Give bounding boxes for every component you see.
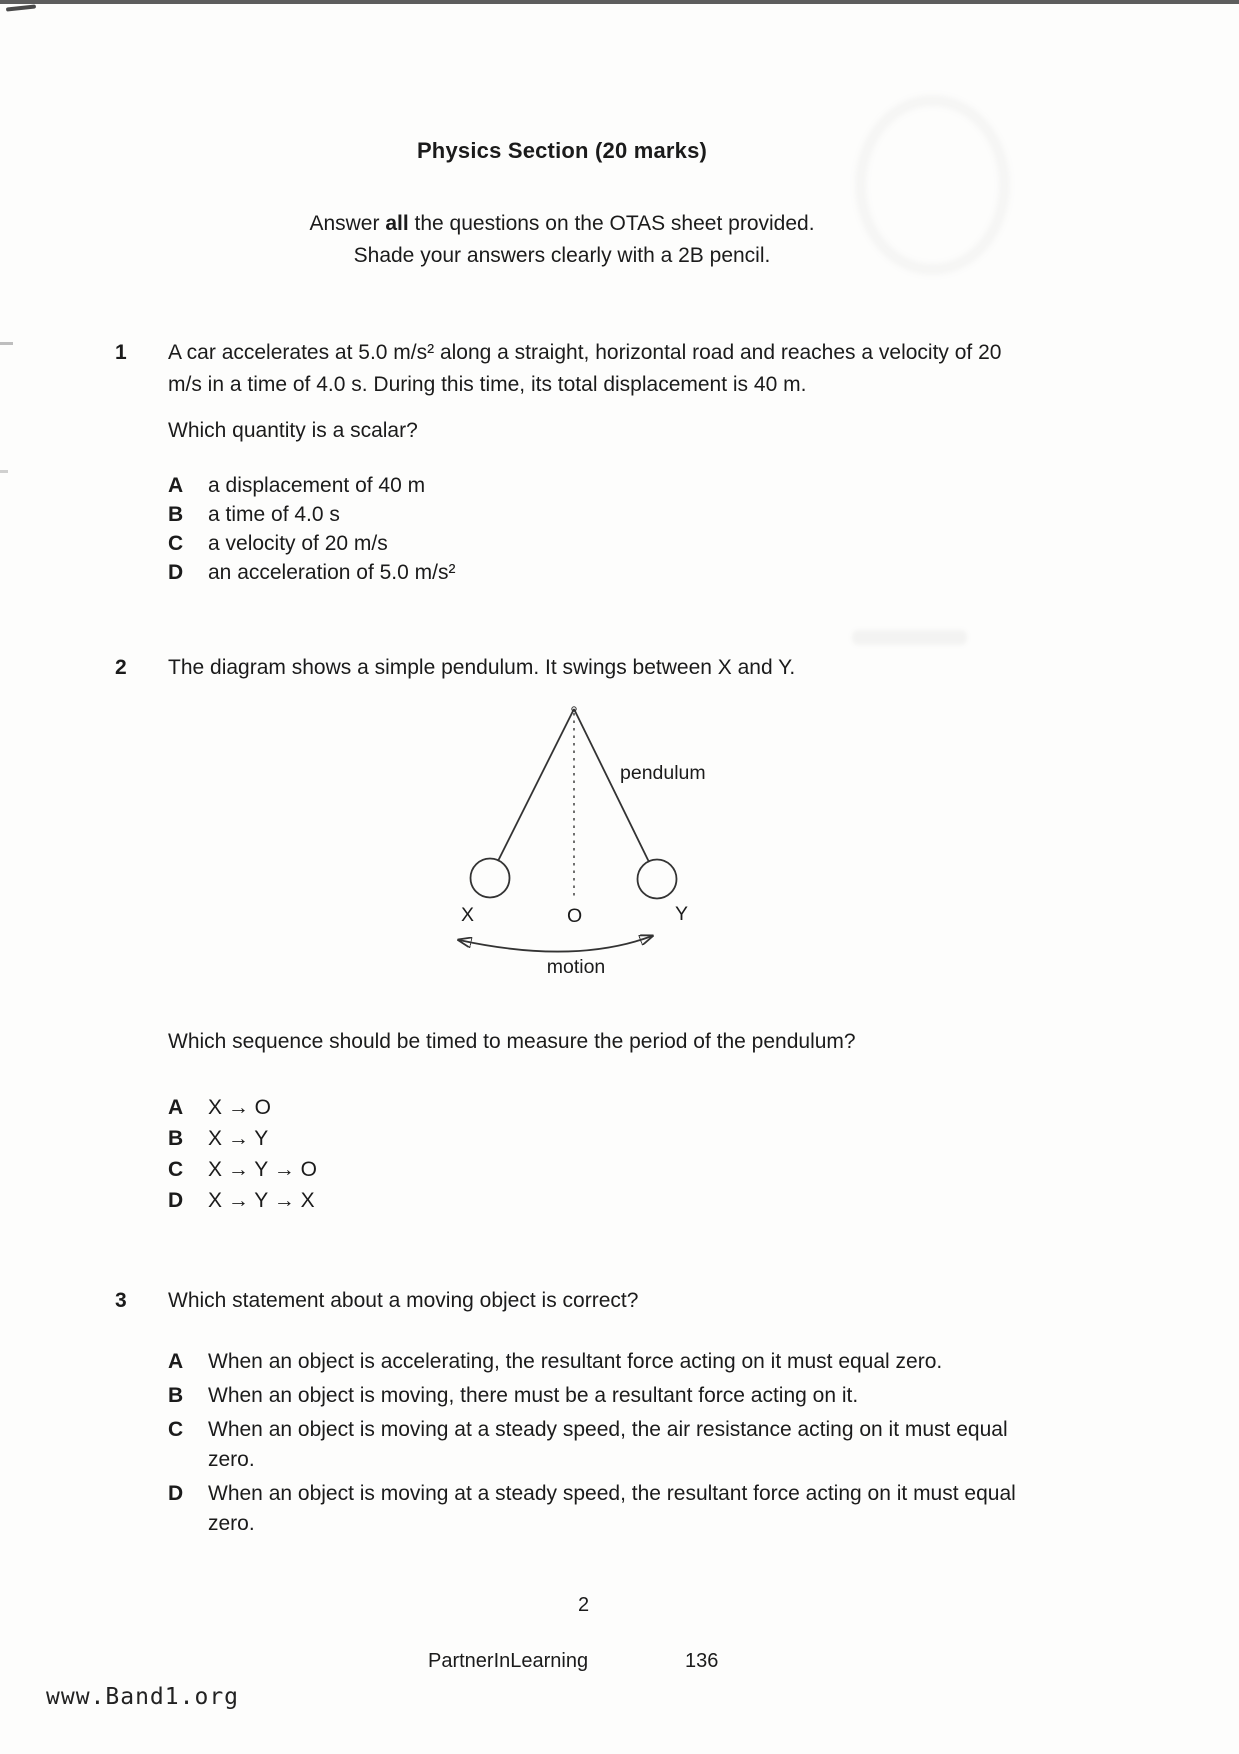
option-row-b — [168, 1381, 1020, 1411]
question-number: 2 — [115, 656, 127, 679]
question-stem: A car accelerates at 5.0 m/s² along a straight, horizontal road and reaches a velocity of 20 m/s in a time of 4.0 s. During this time, its total displacement is 40 m. — [168, 341, 1002, 396]
motion-label: motion — [546, 956, 606, 978]
option-letter: D — [168, 1482, 184, 1505]
option-row-d — [168, 1185, 317, 1216]
option-text: X → Y → O — [208, 1158, 317, 1181]
motion-arc-arrow — [459, 936, 652, 952]
scan-artifact-smudge — [852, 630, 967, 645]
pendulum-diagram — [428, 695, 740, 983]
scan-artifact-pen-mark — [6, 4, 36, 11]
instruction-line-1 — [0, 208, 1124, 240]
option-text: a velocity of 20 m/s — [208, 532, 388, 555]
instruction-text: Answer — [309, 212, 386, 235]
instruction-text: the questions on the OTAS sheet provided. — [408, 212, 815, 235]
option-row-d — [168, 558, 1038, 587]
option-text: When an object is moving at a steady speed, the air resistance acting on it must equal zero. — [208, 1418, 1008, 1471]
question-prompt: Which sequence should be timed to measure the period of the pendulum? — [168, 1030, 856, 1053]
option-row-c — [168, 1154, 317, 1185]
option-letter: B — [168, 503, 184, 526]
label-x: X — [461, 904, 475, 926]
option-list — [168, 1347, 1020, 1543]
watermark-url: www.Band1.org — [46, 1684, 240, 1710]
instruction-line-2: Shade your answers clearly with a 2B pencil. — [353, 244, 771, 267]
question-prompt: Which quantity is a scalar? — [168, 419, 418, 442]
option-row-c — [168, 1415, 1020, 1475]
bob-at-y — [638, 860, 677, 899]
option-letter: B — [168, 1384, 184, 1407]
instruction-bold-word: all — [385, 212, 409, 235]
page-title: Physics Section (20 marks) — [416, 138, 708, 163]
question-number: 1 — [115, 341, 127, 364]
question-number: 3 — [115, 1289, 127, 1312]
page-number: 2 — [578, 1594, 590, 1616]
option-text: When an object is moving at a steady speed, the resultant force acting on it must equal zero. — [208, 1482, 1016, 1535]
label-o: O — [567, 905, 583, 927]
option-letter: B — [168, 1127, 184, 1150]
question-1 — [115, 337, 1038, 587]
pendulum-string-right — [574, 709, 649, 862]
option-row-a — [168, 1347, 1020, 1377]
option-letter: A — [168, 474, 184, 497]
footer-code: 136 — [685, 1650, 719, 1672]
scan-artifact-edge-mark — [0, 342, 13, 345]
option-letter: C — [168, 1418, 184, 1441]
label-y: Y — [675, 903, 689, 925]
option-letter: D — [168, 561, 184, 584]
option-list — [168, 471, 1038, 587]
pendulum-label: pendulum — [620, 762, 706, 784]
option-letter: A — [168, 1350, 184, 1373]
option-text: When an object is moving, there must be a resultant force acting on it. — [208, 1384, 859, 1407]
option-row-b — [168, 500, 1038, 529]
option-text: X → O — [208, 1096, 272, 1119]
question-2 — [115, 652, 1038, 684]
option-text: X → Y → X — [208, 1189, 315, 1212]
option-text: a time of 4.0 s — [208, 503, 340, 526]
option-letter: C — [168, 532, 184, 555]
option-text: a displacement of 40 m — [208, 474, 426, 497]
question-stem: The diagram shows a simple pendulum. It swings between X and Y. — [168, 656, 796, 679]
option-row-b — [168, 1123, 317, 1154]
option-row-c — [168, 529, 1038, 558]
option-letter: D — [168, 1189, 184, 1212]
exam-instructions — [0, 208, 1124, 272]
scan-artifact-edge-mark — [0, 470, 8, 473]
option-text: When an object is accelerating, the resultant force acting on it must equal zero. — [208, 1350, 943, 1373]
question-stem: Which statement about a moving object is correct? — [168, 1289, 639, 1312]
option-text: X → Y — [208, 1127, 269, 1150]
option-row-d — [168, 1479, 1020, 1539]
option-row-a — [168, 471, 1038, 500]
publisher-name: PartnerInLearning — [428, 1650, 589, 1672]
question-3 — [115, 1285, 1038, 1317]
option-list — [168, 1092, 317, 1216]
option-letter: C — [168, 1158, 184, 1181]
option-row-a — [168, 1092, 317, 1123]
option-text: an acceleration of 5.0 m/s² — [208, 561, 456, 584]
scan-artifact-top-strip — [0, 0, 1239, 4]
pendulum-string-left — [498, 709, 574, 861]
option-letter: A — [168, 1096, 184, 1119]
bob-at-x — [471, 859, 510, 898]
